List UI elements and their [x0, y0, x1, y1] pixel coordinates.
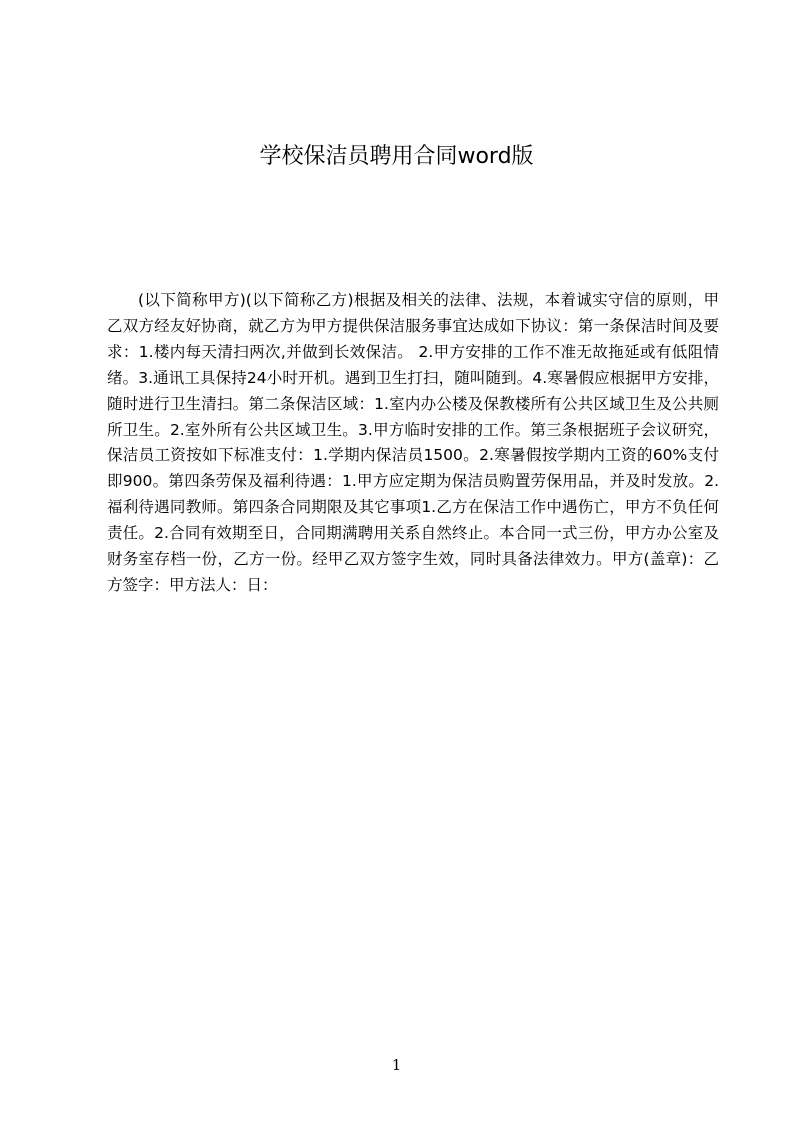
contract-body-paragraph: (以下简称甲方)(以下简称乙方)根据及相关的法律、法规，本着诚实守信的原则，甲乙双方经友好协商，就乙方为甲方提供保洁服务事宜达成如下协议：第一条保洁时间及要求：1.楼内每天清扫两次,并做到长效保洁。 2.甲方安排的工作不准无故拖延或有低阻情绪。3.通讯工具保持24小时开机。遇到卫生打扫，随叫随到。4.寒暑假应根据甲方安排，随时进行卫生清扫。第二条保洁区域：1.室内办公楼及保教楼所有公共区域卫生及公共厕所卫生。2.室外所有公共区域卫生。3.甲方临时安排的工作。第三条根据班子会议研究，保洁员工资按如下标准支付：1.学期内保洁员1500。2.寒暑假按学期内工资的60%支付即900。第四条劳保及福利待遇：1.甲方应定期为保洁员购置劳保用品，并及时发放。2.福利待遇同教师。第四条合同期限及其它事项1.乙方在保洁工作中遇伤亡，甲方不负任何责任。2.合同有效期至日，合同期满聘用关系自然终止。本合同一式三份，甲方办公室及财务室存档一份，乙方一份。经甲乙双方签字生效，同时具备法律效力。甲方(盖章)：乙方签字：甲方法人：日： [107, 291, 719, 594]
document-title: 学校保洁员聘用合同word版 [259, 144, 534, 169]
page-number: 1 [391, 1056, 402, 1074]
